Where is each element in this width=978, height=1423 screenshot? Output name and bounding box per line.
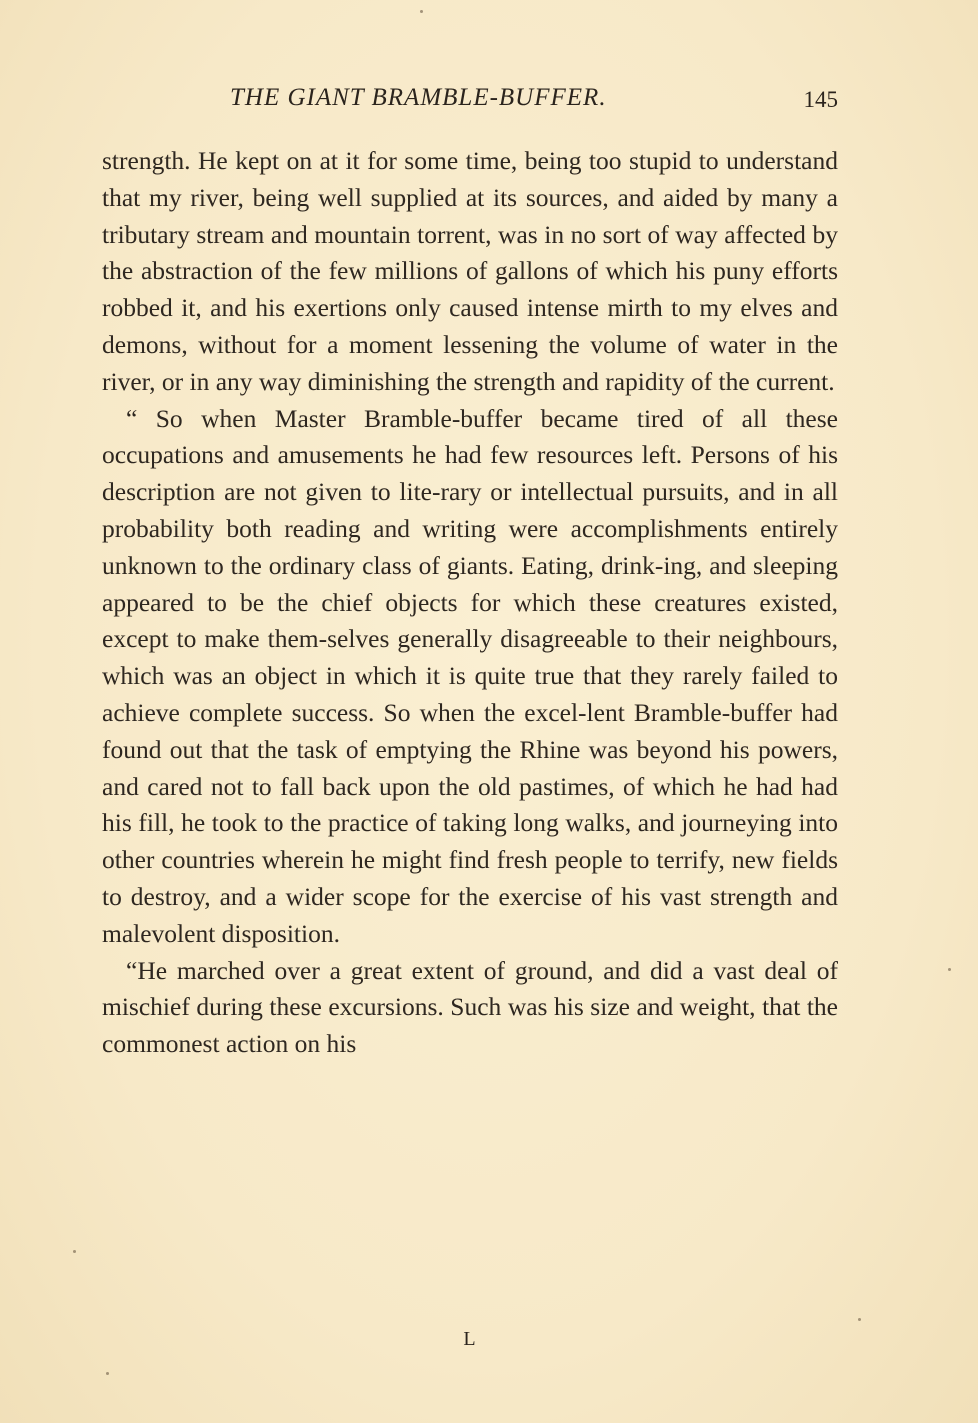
page-header — [100, 84, 840, 120]
body-text — [102, 143, 838, 1063]
paragraph-marched-over: “He marched over a great extent of ground, and did a vast deal of mischief during these excursions. Such was his size and weight, that the commonest action on his — [102, 955, 838, 1059]
signature-mark: L — [463, 1328, 477, 1350]
paragraph-continuation: strength. He kept on at it for some time, being too stupid to understand that my river, being well supplied at its sources, and aided by many a tributary stream and mountain torrent, was in no sort of way affected by the abstraction of the few millions of gallons of which his puny efforts robbed it, and his exertions only caused intense mirth to my elves and demons, without for a moment lessening the volume of water in the river, or in any way diminishing the strength and rapidity of the current. — [102, 146, 838, 396]
paper-speck — [73, 1250, 76, 1253]
running-title: THE GIANT BRAMBLE-BUFFER. — [230, 84, 607, 111]
page-number: 145 — [803, 87, 838, 112]
paper-speck — [948, 968, 951, 971]
paper-speck — [858, 1318, 861, 1321]
paper-speck — [420, 10, 423, 13]
paper-speck — [106, 1372, 109, 1375]
paragraph-bramble-buffer-tired: “ So when Master Bramble-buffer became tired of all these occupations and amusements he had few resources left. Persons of his description are not given to lite-rary or intellectual pursuits, and in all probability both reading and writing were accomplishments entirely unknown to the ordinary class of giants. Eating, drink-ing, and sleeping appeared to be the chief objects for which these creatures existed, except to make them-selves generally disagreeable to their neighbours, which was an object in which it is quite true that they rarely failed to achieve complete success. So when the excel-lent Bramble-buffer had found out that the task of emptying the Rhine was beyond his powers, and cared not to fall back upon the old pastimes, of which he had had his fill, he took to the practice of taking long walks, and journeying into other countries wherein he might find fresh people to terrify, new fields to destroy, and a wider scope for the exercise of his vast strength and malevolent disposition. — [102, 403, 838, 948]
